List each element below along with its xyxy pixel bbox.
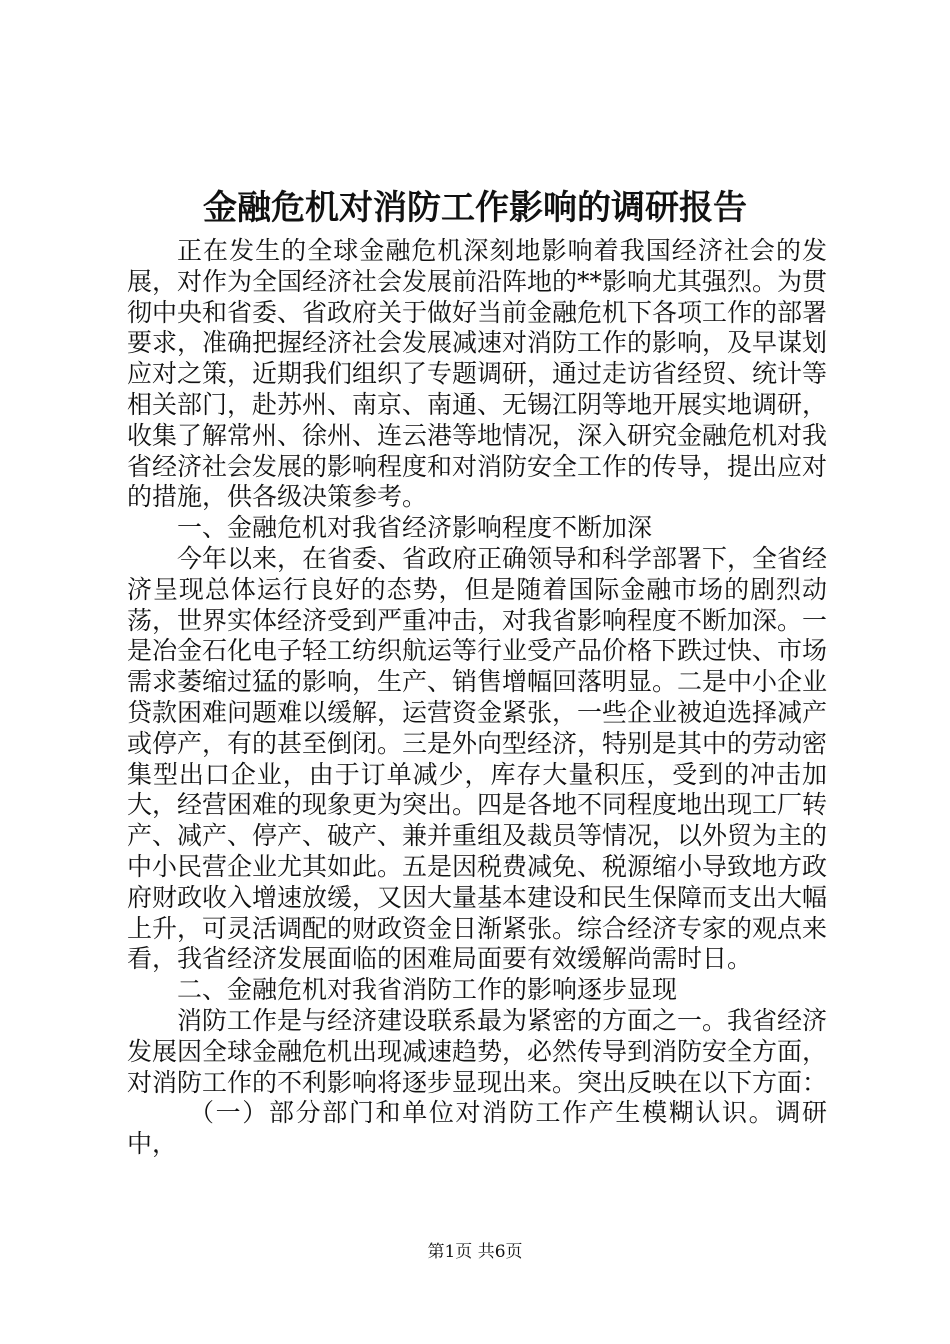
section-1-paragraph: 今年以来，在省委、省政府正确领导和科学部署下，全省经济呈现总体运行良好的态势，但是随着国际金融市场的剧烈动荡，世界实体经济受到严重冲击，对我省影响程度不断加深。一是冶金石化电子轻工纺织航运等行业受产品价格下跌过快、市场需求萎缩过猛的影响，生产、销售增幅回落明显。二是中小企业贷款困难问题难以缓解，运营资金紧张，一些企业被迫选择减产或停产，有的甚至倒闭。三是外向型经济，特别是其中的劳动密集型出口企业，由于订单减少，库存大量积压，受到的冲击加大，经营困难的现象更为突出。四是各地不同程度地出现工厂转产、减产、停产、破产、兼并重组及裁员等情况，以外贸为主的中小民营企业尤其如此。五是因税费减免、税源缩小导致地方政府财政收入增速放缓，又因大量基本建设和民生保障而支出大幅上升，可灵活调配的财政资金日渐紧张。综合经济专家的观点来看，我省经济发展面临的困难局面要有效缓解尚需时日。 [127,543,828,974]
section-heading-2: 二、金融危机对我省消防工作的影响逐步显现 [177,975,678,1005]
page-title: 金融危机对消防工作影响的调研报告 [203,188,747,228]
section-heading-1: 一、金融危机对我省经济影响程度不断加深 [177,513,653,543]
intro-paragraph: 正在发生的全球金融危机深刻地影响着我国经济社会的发展，对作为全国经济社会发展前沿阵地的**影响尤其强烈。为贯彻中央和省委、省政府关于做好当前金融危机下各项工作的部署要求，准确把握经济社会发展减速对消防工作的影响，及早谋划应对之策，近期我们组织了专题调研，通过走访省经贸、统计等相关部门，赴苏州、南京、南通、无锡江阴等地开展实地调研，收集了解常州、徐州、连云港等地情况，深入研究金融危机对我省经济社会发展的影响程度和对消防安全工作的传导，提出应对的措施，供各级决策参考。 [127,236,828,512]
document-body [127,236,827,1160]
page-footer: 第1页 共6页 [427,1242,523,1262]
section-2-paragraph: 消防工作是与经济建设联系最为紧密的方面之一。我省经济发展因全球金融危机出现减速趋势，必然传导到消防安全方面，对消防工作的不利影响将逐步显现出来。突出反映在以下方面： [127,1005,828,1097]
subsection-1-paragraph: （一）部分部门和单位对消防工作产生模糊认识。调研中， [127,1098,827,1159]
